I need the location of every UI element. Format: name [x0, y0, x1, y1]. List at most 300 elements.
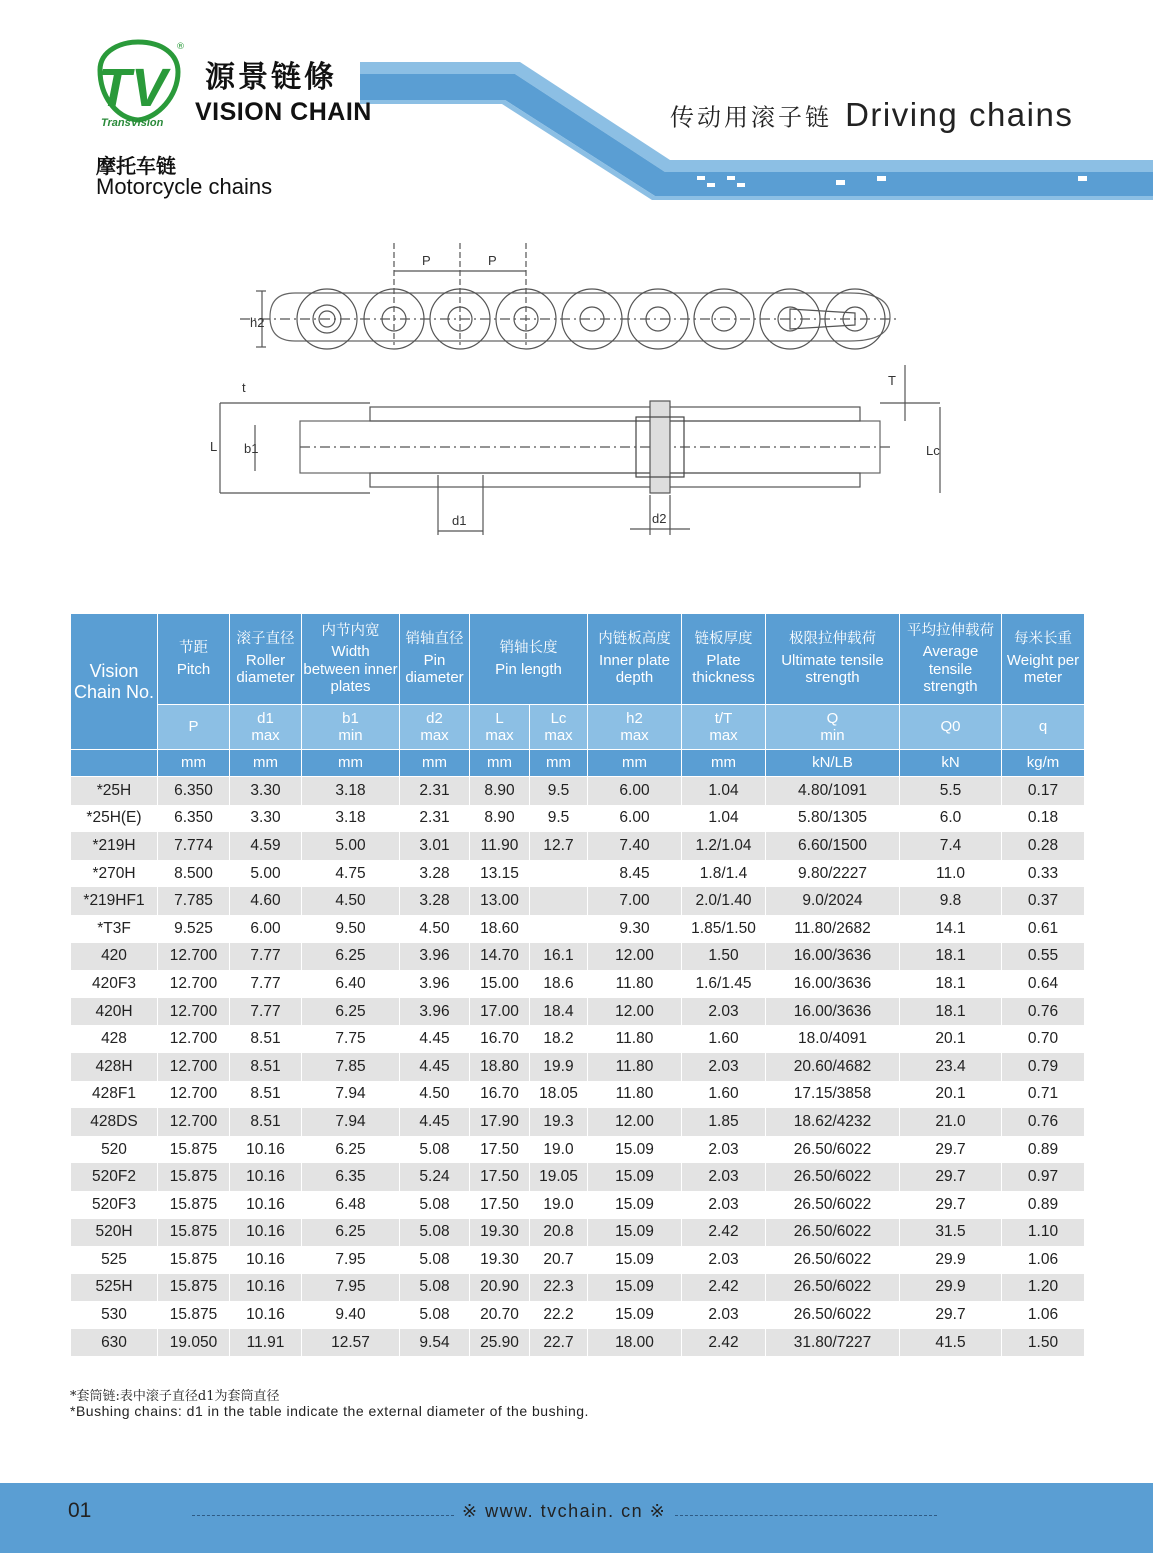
value-cell: 15.09 [588, 1219, 682, 1247]
value-cell: 0.79 [1002, 1053, 1085, 1081]
footer-divider-right [675, 1515, 937, 1516]
table-row [71, 1053, 1085, 1081]
table-row [71, 1081, 1085, 1109]
value-cell: 8.51 [230, 1108, 302, 1136]
model-cell: *25H [71, 777, 158, 805]
value-cell: 9.50 [302, 915, 400, 943]
value-cell: 16.00/3636 [766, 970, 900, 998]
brand-name-cn: 源景链條 [205, 60, 337, 95]
value-cell: 17.00 [470, 998, 530, 1026]
table-row [71, 1025, 1085, 1053]
value-cell: 15.875 [158, 1219, 230, 1247]
value-cell: 3.96 [400, 970, 470, 998]
value-cell: 11.0 [900, 860, 1002, 888]
value-cell: 5.08 [400, 1246, 470, 1274]
value-cell: 7.77 [230, 970, 302, 998]
value-cell: 23.4 [900, 1053, 1002, 1081]
value-cell: 2.03 [682, 1246, 766, 1274]
value-cell: 10.16 [230, 1191, 302, 1219]
value-cell: 11.80 [588, 1081, 682, 1109]
spec-table [70, 613, 1085, 1356]
value-cell: 7.774 [158, 832, 230, 860]
value-cell: 15.875 [158, 1163, 230, 1191]
value-cell: 5.00 [302, 832, 400, 860]
dim-b1-label: b1 [244, 441, 259, 456]
value-cell: 2.31 [400, 777, 470, 805]
value-cell: 9.30 [588, 915, 682, 943]
value-cell: 9.5 [530, 777, 588, 805]
value-cell: 22.3 [530, 1274, 588, 1302]
value-cell: 2.42 [682, 1219, 766, 1247]
dim-d2-label: d2 [652, 511, 667, 526]
dim-h2-label: h2 [250, 315, 265, 330]
value-cell: 19.9 [530, 1053, 588, 1081]
value-cell: 12.700 [158, 1108, 230, 1136]
col-header-pitch: 节距 Pitch [158, 614, 230, 705]
value-cell: 7.4 [900, 832, 1002, 860]
value-cell: 12.00 [588, 943, 682, 971]
value-cell: 21.0 [900, 1108, 1002, 1136]
category-title-cn: 摩托车链 [96, 154, 176, 178]
value-cell: 0.89 [1002, 1191, 1085, 1219]
value-cell: 1.50 [682, 943, 766, 971]
table-row [71, 887, 1085, 915]
value-cell: 15.875 [158, 1136, 230, 1164]
value-cell: 12.700 [158, 970, 230, 998]
value-cell: 8.51 [230, 1081, 302, 1109]
value-cell: 9.525 [158, 915, 230, 943]
value-cell: 9.40 [302, 1301, 400, 1329]
value-cell: 6.25 [302, 1219, 400, 1247]
spec-table-body [71, 777, 1085, 1357]
value-cell: 7.40 [588, 832, 682, 860]
value-cell: 17.90 [470, 1108, 530, 1136]
value-cell: 4.80/1091 [766, 777, 900, 805]
col-header-ultimate: 极限拉伸载荷 Ultimate tensile strength [766, 614, 900, 705]
value-cell: 0.37 [1002, 887, 1085, 915]
value-cell: 15.875 [158, 1246, 230, 1274]
value-cell: 12.57 [302, 1329, 400, 1357]
dim-Lc-label: Lc [926, 443, 940, 458]
value-cell: 4.75 [302, 860, 400, 888]
value-cell: 0.33 [1002, 860, 1085, 888]
value-cell: 1.8/1.4 [682, 860, 766, 888]
value-cell: 18.2 [530, 1025, 588, 1053]
value-cell: 12.700 [158, 998, 230, 1026]
value-cell: 6.60/1500 [766, 832, 900, 860]
value-cell: 6.35 [302, 1163, 400, 1191]
value-cell: 12.00 [588, 1108, 682, 1136]
value-cell: 1.06 [1002, 1301, 1085, 1329]
table-row [71, 970, 1085, 998]
value-cell: 26.50/6022 [766, 1246, 900, 1274]
value-cell: 11.80 [588, 1025, 682, 1053]
dim-pitch-label: P [422, 253, 431, 268]
value-cell: 8.500 [158, 860, 230, 888]
value-cell: 19.050 [158, 1329, 230, 1357]
value-cell: 8.51 [230, 1025, 302, 1053]
table-row [71, 1329, 1085, 1357]
value-cell: 15.09 [588, 1136, 682, 1164]
value-cell: 5.24 [400, 1163, 470, 1191]
value-cell: 6.00 [588, 777, 682, 805]
value-cell: 15.00 [470, 970, 530, 998]
value-cell: 7.95 [302, 1246, 400, 1274]
value-cell: 4.59 [230, 832, 302, 860]
value-cell: 20.1 [900, 1025, 1002, 1053]
value-cell: 1.60 [682, 1081, 766, 1109]
model-cell: 520 [71, 1136, 158, 1164]
value-cell: 15.09 [588, 1191, 682, 1219]
value-cell: 1.06 [1002, 1246, 1085, 1274]
value-cell: 7.00 [588, 887, 682, 915]
value-cell: 20.8 [530, 1219, 588, 1247]
col-header-roller: 滚子直径 Roller diameter [230, 614, 302, 705]
value-cell: 12.700 [158, 1053, 230, 1081]
model-cell: 428DS [71, 1108, 158, 1136]
value-cell: 16.70 [470, 1025, 530, 1053]
header-row-names [71, 614, 1085, 705]
value-cell: 18.6 [530, 970, 588, 998]
col-header-average: 平均拉伸载荷 Average tensile strength [900, 614, 1002, 705]
value-cell: 16.1 [530, 943, 588, 971]
value-cell: 0.97 [1002, 1163, 1085, 1191]
value-cell: 5.08 [400, 1136, 470, 1164]
value-cell: 10.16 [230, 1136, 302, 1164]
value-cell: 29.9 [900, 1246, 1002, 1274]
value-cell: 10.16 [230, 1219, 302, 1247]
logo-caption: TransVision [101, 117, 164, 129]
model-cell: 428H [71, 1053, 158, 1081]
value-cell: 19.3 [530, 1108, 588, 1136]
value-cell: 12.7 [530, 832, 588, 860]
value-cell: 17.50 [470, 1163, 530, 1191]
value-cell: 15.875 [158, 1301, 230, 1329]
value-cell: 0.71 [1002, 1081, 1085, 1109]
value-cell: 3.30 [230, 777, 302, 805]
value-cell: 1.04 [682, 777, 766, 805]
chain-diagram [200, 235, 940, 545]
value-cell: 1.10 [1002, 1219, 1085, 1247]
value-cell: 3.96 [400, 998, 470, 1026]
model-cell: 630 [71, 1329, 158, 1357]
dim-d1-label: d1 [452, 513, 467, 528]
value-cell: 7.77 [230, 998, 302, 1026]
value-cell: 25.90 [470, 1329, 530, 1357]
value-cell: 2.03 [682, 1136, 766, 1164]
value-cell: 26.50/6022 [766, 1136, 900, 1164]
value-cell: 12.700 [158, 1081, 230, 1109]
value-cell: 16.00/3636 [766, 943, 900, 971]
brand-name-en: VISION CHAIN [195, 98, 372, 126]
col-header-weight: 每米长重 Weight per meter [1002, 614, 1085, 705]
page-title [670, 96, 1073, 134]
value-cell: 15.09 [588, 1274, 682, 1302]
value-cell: 1.85 [682, 1108, 766, 1136]
value-cell: 4.45 [400, 1053, 470, 1081]
value-cell: 19.30 [470, 1246, 530, 1274]
value-cell: 2.03 [682, 1163, 766, 1191]
value-cell: 4.60 [230, 887, 302, 915]
value-cell: 0.70 [1002, 1025, 1085, 1053]
header-row-symbols: P d1 max b1 min d2 max L max Lc max h2 max t/T max Q min Q0 q [71, 705, 1085, 750]
value-cell: 2.0/1.40 [682, 887, 766, 915]
value-cell: 0.18 [1002, 805, 1085, 833]
value-cell: 11.80/2682 [766, 915, 900, 943]
table-row [71, 1219, 1085, 1247]
value-cell: 20.90 [470, 1274, 530, 1302]
value-cell: 0.64 [1002, 970, 1085, 998]
table-row [71, 915, 1085, 943]
value-cell: 29.7 [900, 1191, 1002, 1219]
value-cell: 4.45 [400, 1108, 470, 1136]
value-cell: 7.75 [302, 1025, 400, 1053]
model-cell: 520F3 [71, 1191, 158, 1219]
value-cell: 5.80/1305 [766, 805, 900, 833]
footnote-cn: *套筒链:表中滚子直径d1为套筒直径 [70, 1389, 280, 1404]
value-cell: 8.90 [470, 805, 530, 833]
table-row [71, 832, 1085, 860]
page-title-en: Driving chains [845, 96, 1074, 133]
value-cell: 15.875 [158, 1191, 230, 1219]
value-cell: 17.50 [470, 1191, 530, 1219]
value-cell: 11.80 [588, 970, 682, 998]
value-cell: 2.03 [682, 1053, 766, 1081]
value-cell: 11.80 [588, 1053, 682, 1081]
dim-pitch-label: P [488, 253, 497, 268]
value-cell: 0.76 [1002, 998, 1085, 1026]
model-cell: *T3F [71, 915, 158, 943]
value-cell: 41.5 [900, 1329, 1002, 1357]
value-cell: 22.7 [530, 1329, 588, 1357]
value-cell: 4.50 [302, 887, 400, 915]
value-cell: 3.28 [400, 860, 470, 888]
value-cell: 10.16 [230, 1246, 302, 1274]
value-cell: 7.785 [158, 887, 230, 915]
value-cell: 15.09 [588, 1301, 682, 1329]
table-row [71, 1191, 1085, 1219]
model-cell: 420F3 [71, 970, 158, 998]
value-cell: 19.0 [530, 1191, 588, 1219]
value-cell: 1.85/1.50 [682, 915, 766, 943]
value-cell: 9.54 [400, 1329, 470, 1357]
col-header-pin-diameter: 销轴直径 Pin diameter [400, 614, 470, 705]
value-cell: 5.08 [400, 1301, 470, 1329]
value-cell: 17.15/3858 [766, 1081, 900, 1109]
value-cell: 2.31 [400, 805, 470, 833]
value-cell: 1.60 [682, 1025, 766, 1053]
value-cell: 16.00/3636 [766, 998, 900, 1026]
value-cell: 2.03 [682, 1191, 766, 1219]
value-cell: 18.4 [530, 998, 588, 1026]
value-cell: 5.5 [900, 777, 1002, 805]
value-cell: 26.50/6022 [766, 1219, 900, 1247]
col-header-pin-length: 销轴长度 Pin length [470, 614, 588, 705]
table-row [71, 1274, 1085, 1302]
value-cell: 0.89 [1002, 1136, 1085, 1164]
value-cell: 13.15 [470, 860, 530, 888]
table-row [71, 1108, 1085, 1136]
table-row [71, 1301, 1085, 1329]
value-cell: 18.00 [588, 1329, 682, 1357]
value-cell: 19.30 [470, 1219, 530, 1247]
value-cell: 6.48 [302, 1191, 400, 1219]
value-cell: 29.7 [900, 1163, 1002, 1191]
value-cell: 26.50/6022 [766, 1301, 900, 1329]
value-cell: 2.03 [682, 998, 766, 1026]
value-cell: 13.00 [470, 887, 530, 915]
model-cell: 420H [71, 998, 158, 1026]
header-row-units: mm mm mm mm mm mm mm mm kN/LB kN kg/m [71, 750, 1085, 777]
value-cell: 26.50/6022 [766, 1191, 900, 1219]
value-cell: 4.50 [400, 1081, 470, 1109]
value-cell: 11.91 [230, 1329, 302, 1357]
table-row [71, 805, 1085, 833]
value-cell: 7.77 [230, 943, 302, 971]
model-cell: *219H [71, 832, 158, 860]
value-cell: 31.5 [900, 1219, 1002, 1247]
model-cell: 520F2 [71, 1163, 158, 1191]
value-cell: 0.76 [1002, 1108, 1085, 1136]
value-cell: 5.00 [230, 860, 302, 888]
value-cell: 26.50/6022 [766, 1163, 900, 1191]
value-cell: 7.95 [302, 1274, 400, 1302]
page-footer [0, 1483, 1153, 1553]
value-cell: 3.28 [400, 887, 470, 915]
value-cell [530, 860, 588, 888]
value-cell: 12.700 [158, 943, 230, 971]
value-cell: 9.80/2227 [766, 860, 900, 888]
table-row [71, 860, 1085, 888]
table-row [71, 1246, 1085, 1274]
col-header-plate-depth: 内链板高度 Inner plate depth [588, 614, 682, 705]
value-cell: 3.18 [302, 805, 400, 833]
website-link[interactable]: ※ www. tvchain. cn ※ [462, 1501, 667, 1521]
value-cell: 0.61 [1002, 915, 1085, 943]
value-cell: 19.05 [530, 1163, 588, 1191]
value-cell: 16.70 [470, 1081, 530, 1109]
value-cell: 3.01 [400, 832, 470, 860]
page-number: 01 [68, 1499, 92, 1522]
value-cell: 7.85 [302, 1053, 400, 1081]
model-cell: 525 [71, 1246, 158, 1274]
model-cell: 520H [71, 1219, 158, 1247]
value-cell: 11.90 [470, 832, 530, 860]
table-row [71, 998, 1085, 1026]
table-row [71, 943, 1085, 971]
value-cell: 6.350 [158, 805, 230, 833]
value-cell: 12.00 [588, 998, 682, 1026]
value-cell: 9.5 [530, 805, 588, 833]
footnote-en: *Bushing chains: d1 in the table indicate the external diameter of the bushing. [70, 1403, 589, 1419]
value-cell: 5.08 [400, 1191, 470, 1219]
value-cell: 1.04 [682, 805, 766, 833]
dim-t-label: t [242, 380, 246, 395]
value-cell: 10.16 [230, 1301, 302, 1329]
value-cell: 9.0/2024 [766, 887, 900, 915]
value-cell: 6.00 [230, 915, 302, 943]
value-cell: 18.1 [900, 943, 1002, 971]
table-row [71, 1163, 1085, 1191]
model-cell: *270H [71, 860, 158, 888]
value-cell: 0.55 [1002, 943, 1085, 971]
value-cell: 19.0 [530, 1136, 588, 1164]
value-cell: 18.62/4232 [766, 1108, 900, 1136]
model-cell: 530 [71, 1301, 158, 1329]
footer-divider-left [192, 1515, 454, 1516]
value-cell [530, 915, 588, 943]
logo-letters: TV [98, 58, 168, 118]
model-cell: 428F1 [71, 1081, 158, 1109]
value-cell: 31.80/7227 [766, 1329, 900, 1357]
value-cell: 26.50/6022 [766, 1274, 900, 1302]
col-header-width: 内节内宽 Width between inner plates [302, 614, 400, 705]
value-cell: 15.875 [158, 1274, 230, 1302]
value-cell: 6.0 [900, 805, 1002, 833]
value-cell: 14.1 [900, 915, 1002, 943]
model-cell: *219HF1 [71, 887, 158, 915]
value-cell: 18.0/4091 [766, 1025, 900, 1053]
value-cell: 15.09 [588, 1246, 682, 1274]
col-header-plate-thickness: 链板厚度 Plate thickness [682, 614, 766, 705]
dim-L-label: L [210, 439, 218, 454]
value-cell: 10.16 [230, 1163, 302, 1191]
value-cell: 29.9 [900, 1274, 1002, 1302]
value-cell: 12.700 [158, 1025, 230, 1053]
value-cell: 6.25 [302, 1136, 400, 1164]
value-cell: 5.08 [400, 1219, 470, 1247]
model-cell: 525H [71, 1274, 158, 1302]
value-cell: 5.08 [400, 1274, 470, 1302]
model-cell: *25H(E) [71, 805, 158, 833]
value-cell: 29.7 [900, 1301, 1002, 1329]
value-cell: 7.94 [302, 1081, 400, 1109]
dim-T-label: T [888, 373, 896, 388]
value-cell: 1.2/1.04 [682, 832, 766, 860]
value-cell: 9.8 [900, 887, 1002, 915]
value-cell: 4.50 [400, 915, 470, 943]
value-cell: 29.7 [900, 1136, 1002, 1164]
page-title-cn: 传动用滚子链 [670, 103, 832, 132]
value-cell: 3.30 [230, 805, 302, 833]
value-cell: 18.1 [900, 998, 1002, 1026]
value-cell: 6.40 [302, 970, 400, 998]
table-row [71, 777, 1085, 805]
category-title-en: Motorcycle chains [96, 174, 273, 199]
value-cell: 3.18 [302, 777, 400, 805]
value-cell: 0.17 [1002, 777, 1085, 805]
value-cell: 7.94 [302, 1108, 400, 1136]
value-cell: 2.42 [682, 1329, 766, 1357]
value-cell: 6.00 [588, 805, 682, 833]
value-cell: 18.80 [470, 1053, 530, 1081]
value-cell: 15.09 [588, 1163, 682, 1191]
table-row [71, 1136, 1085, 1164]
model-cell: 428 [71, 1025, 158, 1053]
value-cell: 2.42 [682, 1274, 766, 1302]
value-cell: 17.50 [470, 1136, 530, 1164]
trademark-symbol: ® [176, 42, 185, 52]
value-cell: 10.16 [230, 1274, 302, 1302]
value-cell: 20.1 [900, 1081, 1002, 1109]
value-cell: 22.2 [530, 1301, 588, 1329]
value-cell [530, 887, 588, 915]
value-cell: 18.60 [470, 915, 530, 943]
value-cell: 8.90 [470, 777, 530, 805]
value-cell: 6.25 [302, 943, 400, 971]
value-cell: 6.25 [302, 998, 400, 1026]
value-cell: 3.96 [400, 943, 470, 971]
